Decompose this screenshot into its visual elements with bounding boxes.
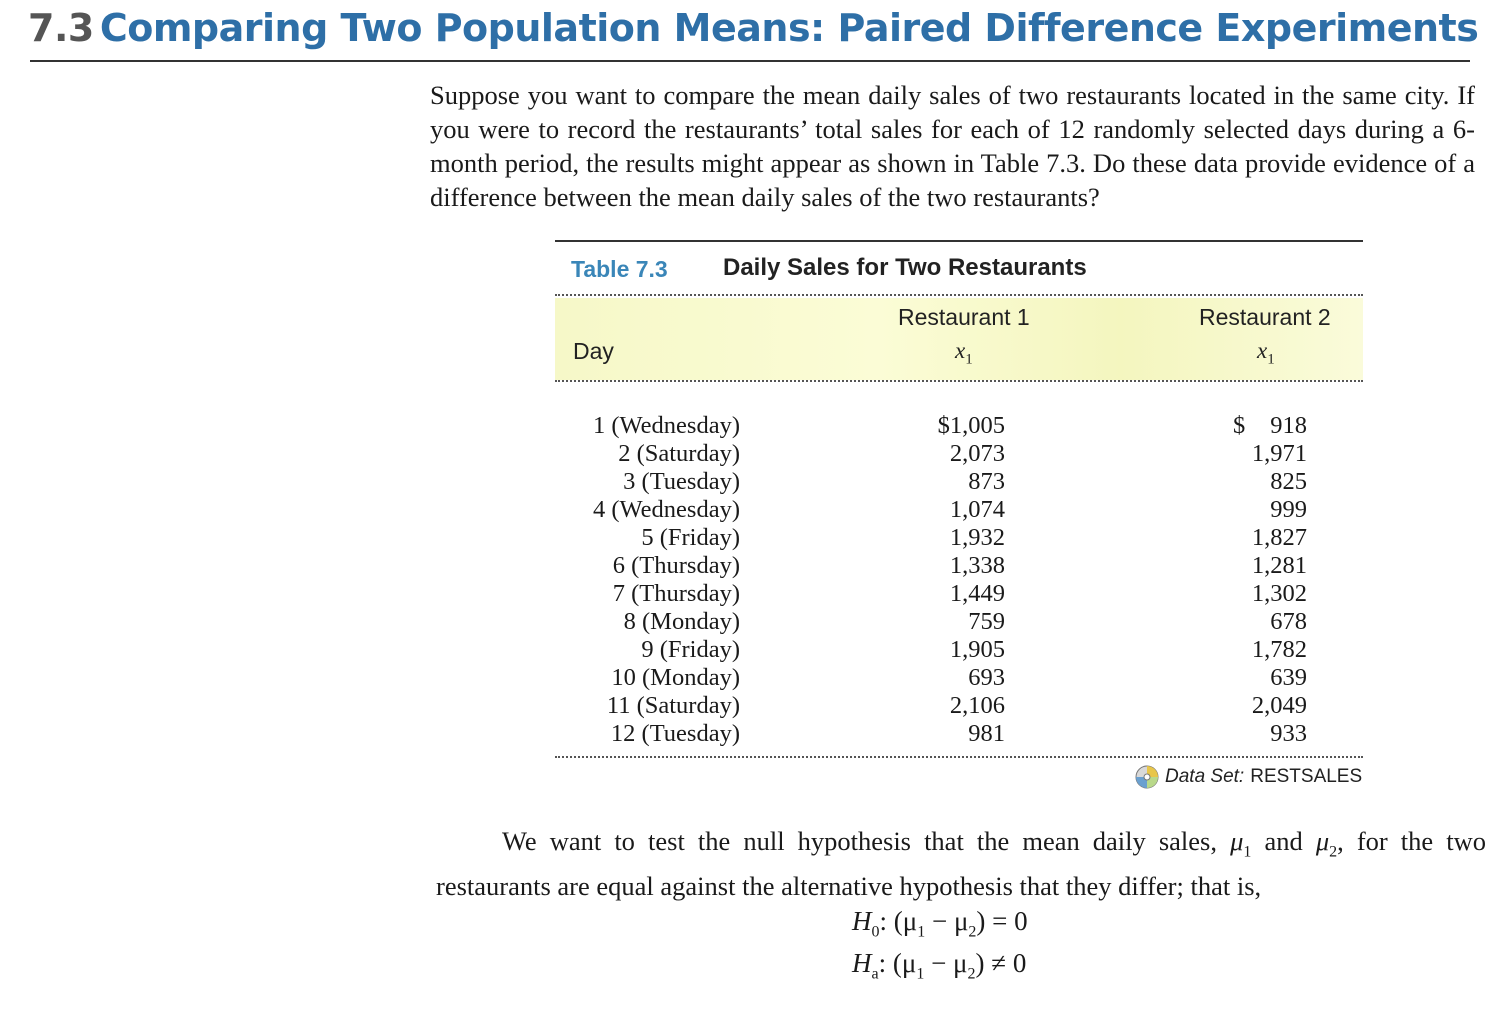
cell-restaurant-1: 873 [968,468,1005,495]
cell-restaurant-2: 639 [1270,664,1307,691]
header-r1-variable: $x_1$ [955,338,973,368]
cell-restaurant-2: 999 [1270,496,1307,523]
dataset-name: RESTSALES [1250,766,1363,787]
cell-restaurant-1: 1,074 [949,496,1005,523]
intro-paragraph: Suppose you want to compare the mean daily sales of two restaurants located in the same city. If you were to record the restaurants’ total sales for each of 12 randomly selected days during a 6-month period, the results might appear as shown in Table 7.3. Do these data provide evidence of a difference between the mean daily sales of the two restaurants? [430,80,1475,212]
cell-day: 10 (Monday) [611,664,740,691]
table-row [555,468,1363,496]
cell-restaurant-1: 2,106 [949,692,1005,719]
hypothesis-paragraph: We want to test the null hypothesis that the mean daily sales, $\mu_1$ and $\mu_2$, for the two restaurants are equal against the alternative hypothesis that they differ; that is, [436,826,1487,902]
currency-symbol: $ [1233,412,1246,439]
cell-restaurant-1: 1,905 [949,636,1005,663]
cell-day: 3 (Tuesday) [623,468,740,495]
cell-restaurant-2: 1,782 [1251,636,1307,663]
table-row [555,580,1363,608]
header-restaurant-1: Restaurant 1 [898,304,1030,330]
table-caption: Daily Sales for Two Restaurants [723,254,1087,281]
cell-day: 7 (Thursday) [612,580,740,607]
section-title [28,6,1478,50]
header-r2-variable: $x_1$ [1257,338,1275,368]
table-body [555,412,1363,748]
table-row [555,552,1363,580]
data-disc-icon [1135,765,1159,789]
cell-restaurant-2: 1,827 [1251,524,1307,551]
table-row [555,608,1363,636]
cell-day: 9 (Friday) [641,636,740,663]
cell-restaurant-2: 678 [1270,608,1307,635]
cell-restaurant-2: 1,302 [1251,580,1307,607]
cell-restaurant-2: 1,281 [1251,552,1307,579]
cell-restaurant-1: $1,005 [937,412,1005,439]
cell-restaurant-2: 1,971 [1251,440,1307,467]
section-number: 7.3 [28,6,94,50]
table-row [555,412,1363,440]
cell-day: 12 (Tuesday) [610,720,740,747]
cell-day: 4 (Wednesday) [592,496,740,523]
cell-restaurant-1: 2,073 [949,440,1005,467]
cell-restaurant-1: 1,932 [949,524,1005,551]
null-hypothesis: $H_0$: $(\mu_1 - \mu_2) = 0$ [852,906,1028,941]
cell-restaurant-1: 1,338 [949,552,1005,579]
title-divider [30,60,1470,62]
cell-restaurant-1: 981 [968,720,1005,747]
table-row [555,664,1363,692]
caption-rule [555,294,1363,296]
header-restaurant-2: Restaurant 2 [1199,304,1331,330]
table-row [555,524,1363,552]
dataset-note [1135,765,1362,789]
table-row [555,636,1363,664]
cell-day: 1 (Wednesday) [592,412,740,439]
cell-restaurant-2: 825 [1270,468,1307,495]
dataset-label: Data Set: [1165,766,1245,787]
table-row [555,720,1363,748]
cell-day: 11 (Saturday) [606,692,740,719]
header-day: Day [573,338,614,364]
table-top-rule [555,240,1363,242]
table-row [555,496,1363,524]
cell-day: 2 (Saturday) [618,440,740,467]
cell-restaurant-1: 759 [968,608,1005,635]
cell-restaurant-1: 693 [968,664,1005,691]
table-label: Table 7.3 [571,256,668,282]
section-title-text: Comparing Two Population Means: Paired Difference Experiments [99,6,1479,50]
header-rule [555,380,1363,382]
cell-restaurant-2: $ 918 [1233,412,1307,439]
cell-restaurant-2: 2,049 [1251,692,1307,719]
cell-day: 5 (Friday) [641,524,740,551]
table-row [555,692,1363,720]
cell-restaurant-2: 933 [1270,720,1307,747]
table-header [555,298,1363,380]
cell-restaurant-1: 1,449 [949,580,1005,607]
cell-day: 6 (Thursday) [612,552,740,579]
table-bottom-rule [555,756,1363,758]
cell-day: 8 (Monday) [623,608,740,635]
alternative-hypothesis: $H_a$: $(\mu_1 - \mu_2) \ne 0$ [852,948,1027,983]
table-row [555,440,1363,468]
